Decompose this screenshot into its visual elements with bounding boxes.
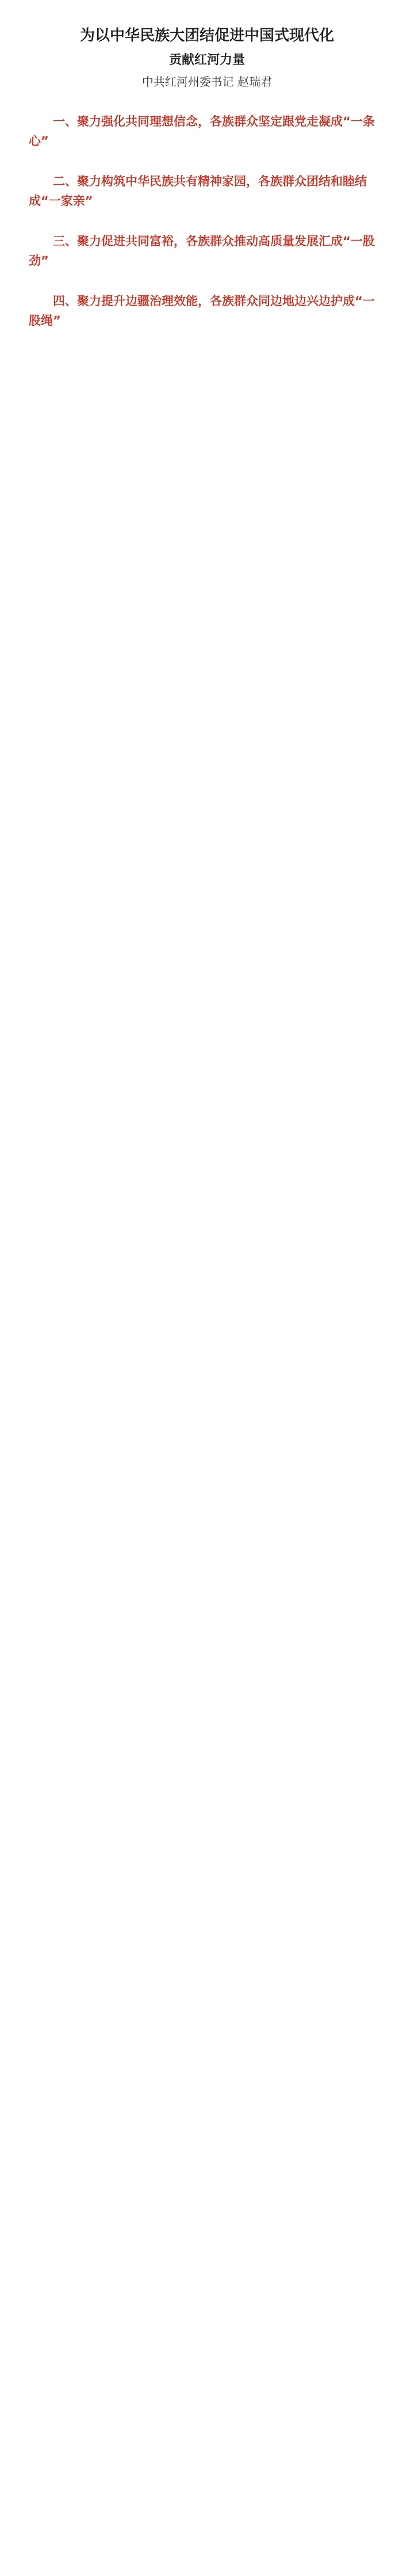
author-byline: 中共红河州委书记 赵瑞君	[141, 75, 273, 89]
section-heading-3: 三、聚力促进共同富裕，各族群众推动高质量发展汇成“一股劲”	[29, 234, 375, 268]
article-title: 为以中华民族大团结促进中国式现代化	[79, 27, 334, 44]
section-heading-4: 四、聚力提升边疆治理效能，各族群众同边地边兴边护成“一股绳”	[29, 294, 375, 328]
article-subtitle: 贡献红河力量	[168, 53, 245, 67]
section-heading-2: 二、聚力构筑中华民族共有精神家园，各族群众团结和睦结成“一家亲”	[29, 174, 367, 208]
section-heading-1: 一、聚力强化共同理想信念，各族群众坚定跟党走凝成“一条心”	[29, 115, 375, 148]
